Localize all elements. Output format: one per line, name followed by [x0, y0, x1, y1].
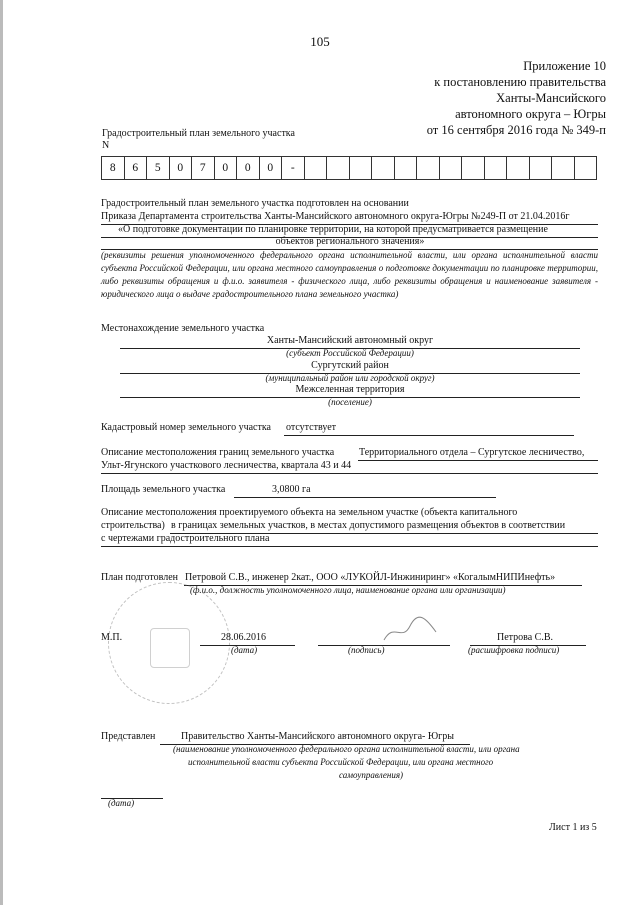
- object-location-value-2: с чертежами градостроительного плана: [101, 533, 270, 544]
- signature-date: 28.06.2016: [221, 632, 266, 643]
- underline: [101, 546, 598, 547]
- location-settlement-caption: (поселение): [328, 397, 372, 407]
- basis-line-3: объектов регионального значения»: [275, 236, 425, 247]
- presented-value: Правительство Ханты-Мансийского автономного округа- Югры: [181, 731, 454, 742]
- gpzu-label: Градостроительный план земельного участка: [102, 128, 295, 139]
- gpzu-number-row: [102, 157, 597, 180]
- gpzu-number-cell: 0: [169, 157, 192, 180]
- appendix-line: автономного округа – Югры: [455, 107, 606, 121]
- area-value: 3,0800 га: [272, 484, 311, 495]
- gpzu-number-cell: [462, 157, 485, 180]
- gpzu-number-cell: [327, 157, 350, 180]
- gpzu-number-cell: -: [282, 157, 305, 180]
- object-location-label-2: строительства): [101, 520, 165, 531]
- signature-name-caption: (расшифровка подписи): [468, 645, 560, 655]
- object-location-label-1: Описание местоположения проектируемого объекта на земельном участке (объекта капитального: [101, 507, 518, 518]
- gpzu-number-cell: [439, 157, 462, 180]
- signature-sign-caption: (подпись): [348, 645, 385, 655]
- gpzu-number-cell: 0: [259, 157, 282, 180]
- seal-mark: [150, 628, 190, 668]
- gpzu-number-cell: [394, 157, 417, 180]
- location-district: Сургутский район: [311, 360, 389, 371]
- underline: [101, 473, 598, 474]
- presented-caption-3: самоуправления): [339, 770, 404, 780]
- boundaries-label: Описание местоположения границ земельного участка: [101, 447, 335, 458]
- gpzu-number-cell: [484, 157, 507, 180]
- boundaries-value-2: Ульт-Ягунского участкового лесничества, квартала 43 и 44: [101, 460, 352, 471]
- gpzu-number-cell: [417, 157, 440, 180]
- gpzu-number-cell: 5: [147, 157, 170, 180]
- appendix-line: Приложение 10: [523, 59, 606, 73]
- appendix-line: к постановлению правительства: [434, 75, 606, 89]
- gpzu-number-cell: [304, 157, 327, 180]
- location-settlement: Межселенная территория: [295, 384, 405, 395]
- location-subject-caption: (субъект Российской Федерации): [286, 348, 414, 358]
- signature-name: Петрова С.В.: [497, 632, 554, 643]
- presented-label: Представлен: [101, 731, 156, 742]
- signature-date-caption: (дата): [231, 645, 258, 655]
- appendix-header: [427, 58, 606, 138]
- gpzu-number-cell: 0: [237, 157, 260, 180]
- presented-caption-2: исполнительной власти субъекта Российской Федерации, или органа местного: [188, 757, 494, 767]
- basis-line-2: «О подготовке документации по планировке территории, на которой предусматривается размещение: [118, 224, 548, 235]
- basis-caption: (реквизиты решения уполномоченного федерального органа исполнительной власти, или органа исполнительной власти субъекта Российской Федерации, или органа местного самоуправления о подготовке документации по планировке территории, либо реквизиты обращения и ф.и.о. заявителя - физического лица, либо реквизиты обращения и наименование заявителя - юридического лица о выдаче градостроительного плана земельного участка): [101, 250, 598, 299]
- basis-intro: Градостроительный план земельного участка подготовлен на основании: [101, 198, 409, 209]
- appendix-line: Ханты-Мансийского: [496, 91, 606, 105]
- gpzu-number-cell: 7: [192, 157, 215, 180]
- signature-scribble: [380, 612, 440, 648]
- appendix-line: от 16 сентября 2016 года № 349-п: [426, 123, 606, 137]
- gpzu-number-cell: 0: [214, 157, 237, 180]
- prepared-caption: (ф.и.о., должность уполномоченного лица, наименование органа или организации): [190, 585, 506, 595]
- gpzu-number-cell: [529, 157, 552, 180]
- prepared-value: Петровой С.В., инженер 2кат., ООО «ЛУКОЙЛ-Инжиниринг» «КогалымНИПИнефть»: [185, 572, 556, 583]
- gpzu-number-cell: [507, 157, 530, 180]
- gpzu-number-grid: [101, 156, 597, 180]
- area-label: Площадь земельного участка: [101, 484, 226, 495]
- cadastral-label: Кадастровый номер земельного участка: [101, 422, 271, 433]
- gpzu-title: [102, 128, 295, 152]
- underline: [284, 435, 574, 436]
- underline: [234, 497, 496, 498]
- location-subject: Ханты-Мансийский автономный округ: [266, 335, 434, 346]
- cadastral-value: отсутствует: [286, 422, 337, 433]
- mp-label: М.П.: [101, 632, 123, 643]
- location-district-caption: (муниципальный район или городской округ): [265, 373, 435, 383]
- gpzu-number-cell: 8: [102, 157, 125, 180]
- gpzu-number-cell: [574, 157, 597, 180]
- page-number: 105: [310, 34, 330, 49]
- gpzu-number-cell: [372, 157, 395, 180]
- gpzu-number-cell: [552, 157, 575, 180]
- scan-edge: [0, 0, 3, 905]
- gpzu-number-cell: 6: [124, 157, 147, 180]
- basis-line-1: Приказа Департамента строительства Ханты-Мансийского автономного округа-Югры №249-П от 21.04.2016г: [101, 211, 570, 222]
- bottom-date-caption: (дата): [108, 798, 135, 808]
- gpzu-n-label: N: [102, 140, 110, 151]
- presented-caption-1: (наименование уполномоченного федерального органа исполнительной власти, или органа: [173, 744, 520, 754]
- sheet-counter: Лист 1 из 5: [549, 822, 597, 833]
- gpzu-number-cell: [349, 157, 372, 180]
- prepared-label: План подготовлен: [101, 572, 178, 583]
- boundaries-value-1: Территориального отдела – Сургутское лесничество,: [359, 447, 585, 458]
- underline: [358, 460, 598, 461]
- location-label: Местонахождение земельного участка: [101, 323, 265, 334]
- object-location-value-1: в границах земельных участков, в местах допустимого размещения объектов в соответствии: [171, 520, 566, 531]
